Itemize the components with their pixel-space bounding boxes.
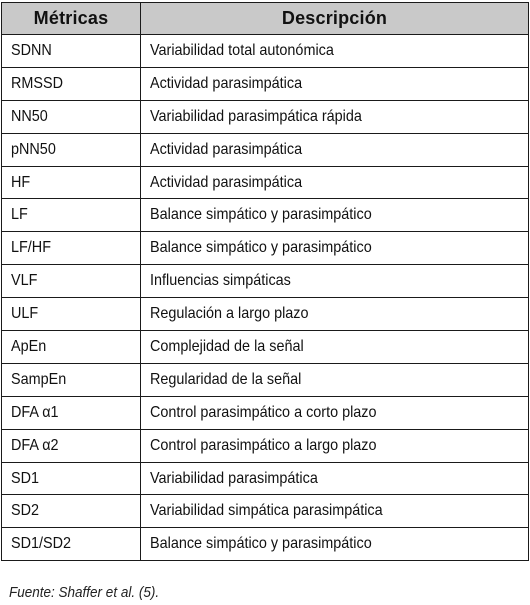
metric-description: Control parasimpático a corto plazo: [150, 403, 377, 421]
metric-name: pNN50: [11, 140, 56, 158]
metric-description: Balance simpático y parasimpático: [150, 206, 372, 224]
description-cell: [141, 265, 529, 298]
metric-name: HF: [11, 173, 31, 191]
metric-name: SampEn: [11, 370, 67, 388]
description-cell: [141, 298, 529, 331]
metric-cell: [2, 133, 141, 166]
metric-cell: [2, 166, 141, 199]
metric-description: Actividad parasimpática: [150, 140, 303, 158]
table-row: [2, 265, 529, 298]
description-cell: [141, 232, 529, 265]
metric-name: SD1: [11, 469, 40, 487]
metric-description: Balance simpático y parasimpático: [150, 239, 372, 257]
metric-description: Variabilidad total autonómica: [150, 41, 334, 59]
table-row: [2, 495, 529, 528]
description-cell: [141, 331, 529, 364]
description-cell: [141, 429, 529, 462]
metric-name: SD2: [11, 502, 40, 520]
description-cell: [141, 35, 529, 68]
metric-name: ULF: [11, 305, 39, 323]
description-cell: [141, 133, 529, 166]
table-row: [2, 100, 529, 133]
metric-name: LF/HF: [11, 239, 52, 257]
metric-description: Balance simpático y parasimpático: [150, 535, 372, 553]
metric-cell: [2, 232, 141, 265]
metric-description: Variabilidad parasimpática rápida: [150, 107, 362, 125]
table-row: [2, 396, 529, 429]
column-header-metrics: Métricas: [2, 3, 141, 35]
description-cell: [141, 495, 529, 528]
metric-name: NN50: [11, 107, 48, 125]
table-row: [2, 232, 529, 265]
description-cell: [141, 166, 529, 199]
table-row: [2, 363, 529, 396]
description-cell: [141, 528, 529, 561]
metric-name: SDNN: [11, 41, 52, 59]
table-body: [2, 35, 529, 561]
metric-cell: [2, 462, 141, 495]
metric-description: Variabilidad simpática parasimpática: [150, 502, 383, 520]
table-row: [2, 429, 529, 462]
metrics-table-container: [1, 2, 528, 561]
source-text: Fuente: Shaffer et al. (5).: [9, 584, 160, 601]
metric-cell: [2, 495, 141, 528]
metric-description: Control parasimpático a largo plazo: [150, 436, 377, 454]
source-note: [9, 584, 176, 601]
metric-description: Variabilidad parasimpática: [150, 469, 318, 487]
table-row: [2, 462, 529, 495]
metric-cell: [2, 363, 141, 396]
metric-cell: [2, 100, 141, 133]
metric-cell: [2, 35, 141, 68]
metric-description: Influencias simpáticas: [150, 272, 291, 290]
description-cell: [141, 363, 529, 396]
description-cell: [141, 462, 529, 495]
metric-cell: [2, 396, 141, 429]
table-row: [2, 166, 529, 199]
metric-cell: [2, 331, 141, 364]
table-row: [2, 199, 529, 232]
description-cell: [141, 67, 529, 100]
metric-name: VLF: [11, 272, 38, 290]
table-row: [2, 133, 529, 166]
table-row: [2, 35, 529, 68]
description-cell: [141, 100, 529, 133]
metric-cell: [2, 429, 141, 462]
description-cell: [141, 396, 529, 429]
metric-description: Actividad parasimpática: [150, 173, 303, 191]
table-row: [2, 67, 529, 100]
column-header-description: Descripción: [141, 3, 529, 35]
metric-name: LF: [11, 206, 28, 224]
description-cell: [141, 199, 529, 232]
metric-name: RMSSD: [11, 74, 64, 92]
metric-cell: [2, 67, 141, 100]
table-row: [2, 528, 529, 561]
table-row: [2, 298, 529, 331]
metrics-table: [1, 2, 529, 561]
metric-name: SD1/SD2: [11, 535, 72, 553]
metric-name: DFA α1: [11, 403, 59, 421]
table-header-row: [2, 3, 529, 35]
metric-cell: [2, 199, 141, 232]
metric-cell: [2, 528, 141, 561]
metric-name: DFA α2: [11, 436, 59, 454]
metric-description: Regulación a largo plazo: [150, 305, 309, 323]
metric-description: Regularidad de la señal: [150, 370, 302, 388]
table-row: [2, 331, 529, 364]
metric-cell: [2, 298, 141, 331]
metric-cell: [2, 265, 141, 298]
metric-description: Actividad parasimpática: [150, 74, 303, 92]
metric-name: ApEn: [11, 337, 47, 355]
metric-description: Complejidad de la señal: [150, 337, 304, 355]
